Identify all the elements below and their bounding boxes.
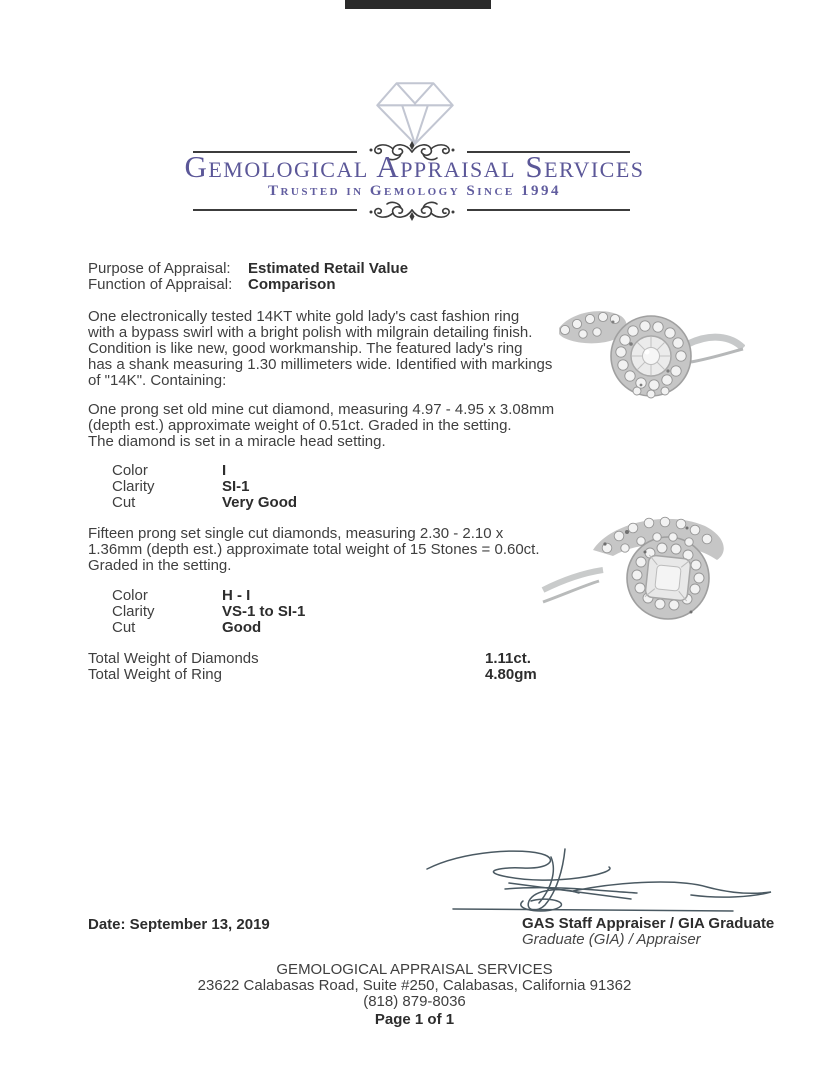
text-line: has a shank measuring 1.30 millimeters wide. Identified with markings — [88, 355, 553, 373]
divider-line — [467, 209, 631, 211]
text-line: Graded in the setting. — [88, 556, 232, 574]
ring-photo-side-view — [541, 494, 751, 640]
purpose-value: Estimated Retail Value — [248, 260, 409, 277]
spec-label: Clarity — [112, 477, 155, 495]
text-line: with a bypass swirl with a bright polish with milgrain detailing finish. — [88, 323, 533, 341]
spec-value: SI-1 — [222, 477, 250, 495]
center-diamond-paragraph — [88, 402, 554, 450]
text-line: of "14K". Containing: — [88, 371, 227, 389]
spec-value: Good — [222, 618, 262, 636]
scan-artifact-bar — [345, 0, 491, 9]
function-value: Comparison — [248, 275, 336, 293]
spec-row — [112, 604, 305, 620]
date-text: Date: September 13, 2019 — [88, 916, 270, 933]
function-row — [88, 277, 408, 293]
spec-row — [112, 588, 305, 604]
weight-totals — [88, 651, 537, 683]
spec-value: H - I — [222, 587, 251, 604]
footer-page-indicator: Page 1 of 1 — [374, 1010, 455, 1028]
spec-label: Cut — [112, 493, 136, 511]
total-ring-value: 4.80gm — [485, 665, 537, 683]
total-diamonds-value: 1.11ct. — [485, 650, 531, 667]
spec-row — [112, 479, 297, 495]
text-line: One prong set old mine cut diamond, measuring 4.97 - 4.95 x 3.08mm — [88, 401, 555, 418]
ring-photo-top-view — [553, 286, 745, 416]
spec-label: Color — [112, 462, 148, 479]
text-line: One electronically tested 14KT white gold lady's cast fashion ring — [88, 308, 520, 325]
appraiser-subtitle: Graduate (GIA) / Appraiser — [522, 930, 701, 948]
total-ring-row — [88, 667, 537, 683]
spec-row — [112, 495, 297, 511]
appraiser-title: GAS Staff Appraiser / GIA Graduate — [522, 915, 775, 932]
text-line: Fifteen prong set single cut diamonds, measuring 2.30 - 2.10 x — [88, 525, 504, 542]
text-line: 1.36mm (depth est.) approximate total weight of 15 Stones = 0.60ct. — [88, 540, 540, 558]
spec-value: VS-1 to SI-1 — [222, 602, 306, 620]
appraiser-block — [522, 916, 774, 948]
brand-tagline: Trusted in Gemology Since 1994 — [267, 183, 562, 199]
divider-line — [193, 209, 357, 211]
spec-value: Very Good — [222, 493, 298, 511]
flourish-divider-bottom — [193, 197, 630, 223]
text-line: The diamond is set in a miracle head setting. — [88, 432, 386, 450]
side-diamonds-specs — [112, 588, 305, 636]
footer — [0, 962, 829, 1028]
brand-title: Gemological Appraisal Services — [184, 149, 645, 184]
spec-row — [112, 463, 297, 479]
purpose-row — [88, 261, 408, 277]
total-diamonds-row — [88, 651, 537, 667]
footer-company: GEMOLOGICAL APPRAISAL SERVICES — [276, 961, 553, 978]
spec-row — [112, 620, 305, 636]
spec-label: Clarity — [112, 602, 155, 620]
side-diamonds-paragraph — [88, 526, 540, 574]
footer-address: 23622 Calabasas Road, Suite #250, Calabasas, California 91362 — [197, 977, 632, 995]
diamond-logo-icon — [369, 72, 461, 146]
spec-label: Color — [112, 587, 148, 604]
center-diamond-specs — [112, 463, 297, 511]
scroll-ornament-icon — [357, 197, 467, 223]
spec-value: I — [222, 462, 227, 479]
function-label: Function of Appraisal: — [88, 275, 233, 293]
total-diamonds-label: Total Weight of Diamonds — [88, 650, 259, 667]
signature-image — [423, 843, 777, 917]
text-line: (depth est.) approximate weight of 0.51ct. Graded in the setting. — [88, 416, 512, 434]
ring-description-paragraph — [88, 309, 552, 389]
footer-phone: (818) 879-8036 — [363, 993, 466, 1011]
text-line: Condition is like new, good workmanship. The featured lady's ring — [88, 339, 523, 357]
purpose-label: Purpose of Appraisal: — [88, 260, 231, 277]
appraisal-meta — [88, 261, 408, 293]
spec-label: Cut — [112, 618, 136, 636]
total-ring-label: Total Weight of Ring — [88, 665, 222, 683]
